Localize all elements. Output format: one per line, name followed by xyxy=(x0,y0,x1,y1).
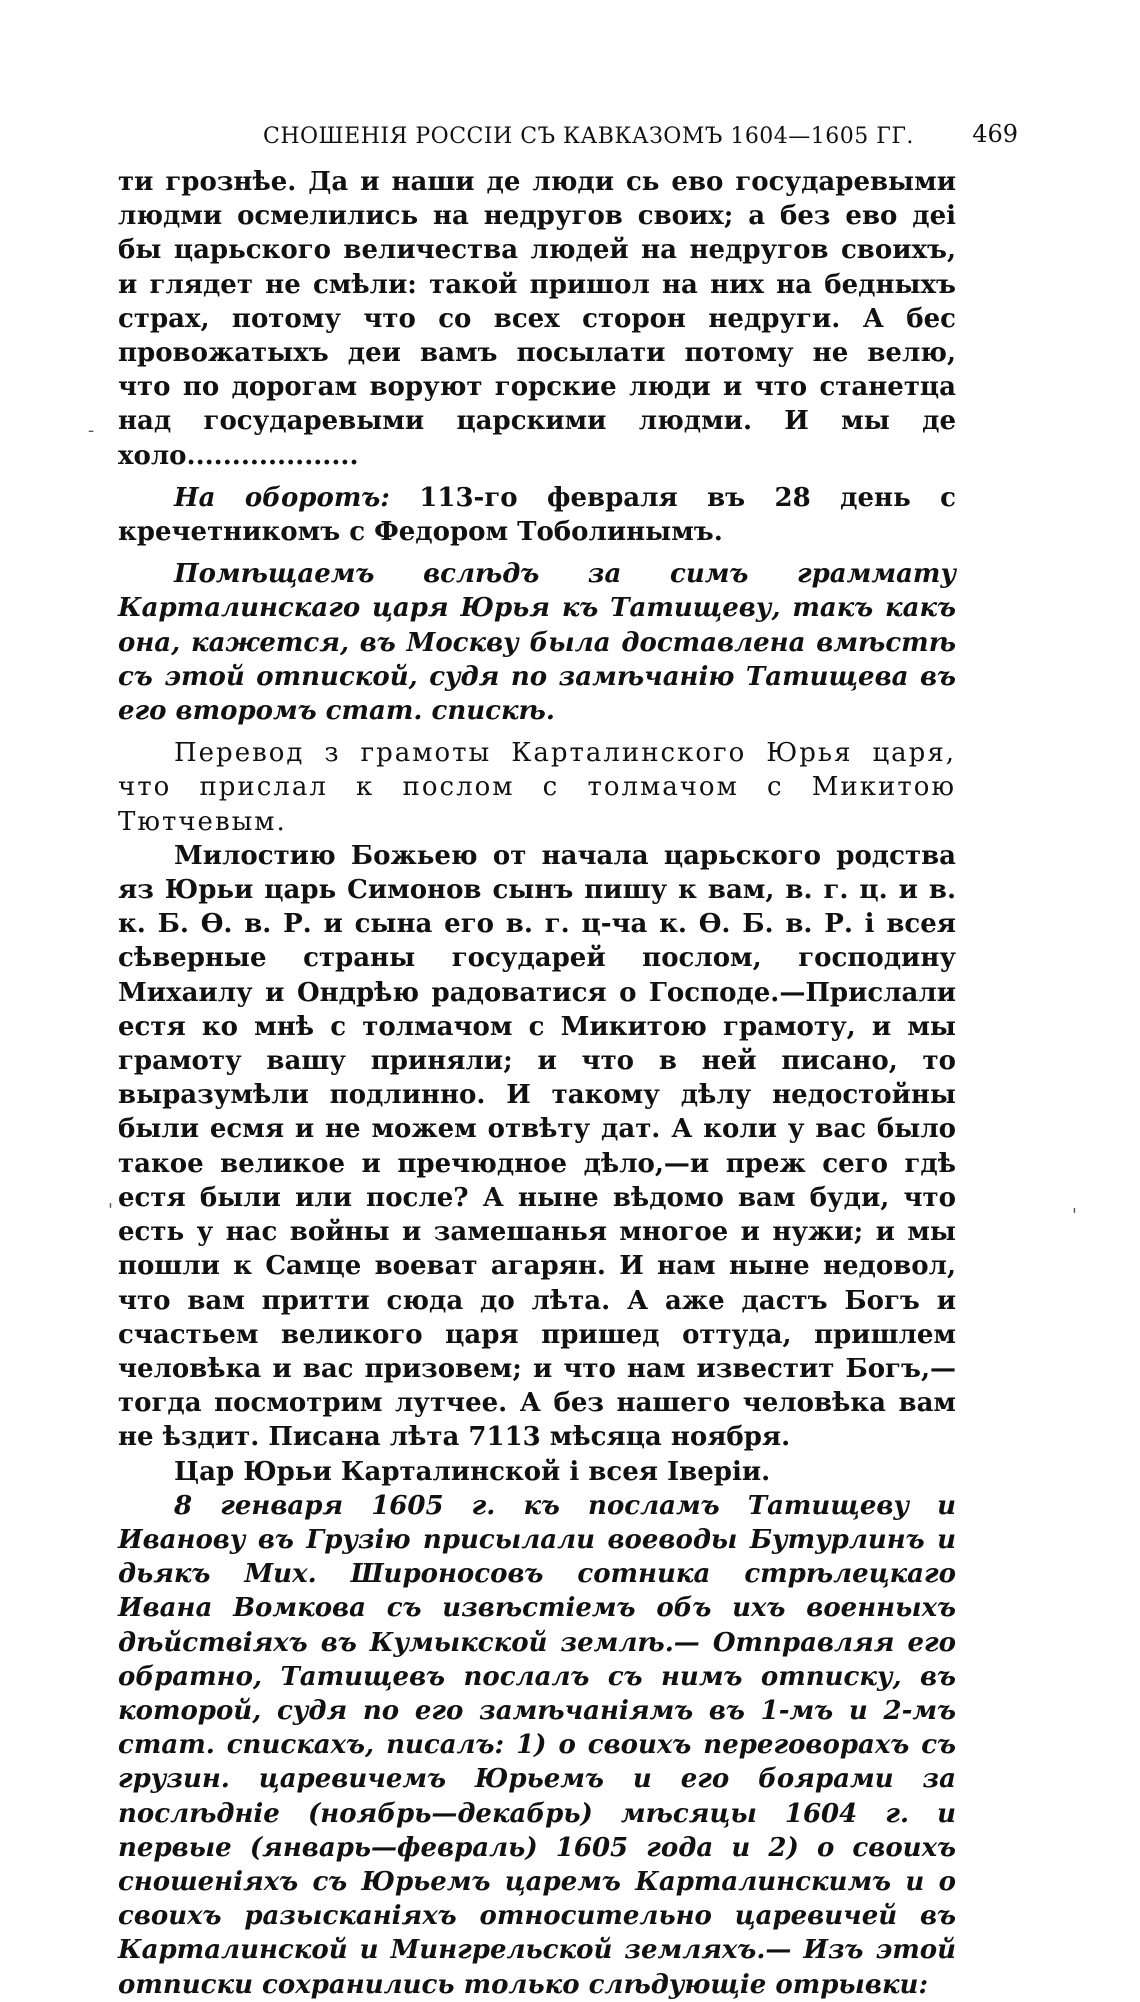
margin-mark: - xyxy=(88,420,95,441)
margin-mark: ' xyxy=(108,1200,113,1221)
paragraph-editor-note: Помѣщаемъ вслѣдъ за симъ граммату Карталинскаго царя Юрья къ Татищеву, такъ какъ она, кажется, въ Москву была доставлена вмѣстѣ съ этой отпиской, судя по замѣчанію Татищева въ его второмъ стат. спискѣ. xyxy=(118,559,956,727)
running-title: СНОШЕНІЯ РОССІИ СЪ КАВКАЗОМЪ 1604—1605 ГГ. xyxy=(263,124,914,149)
page-number: 469 xyxy=(972,120,1018,148)
paragraph-translation-title: Перевод з грамоты Карталинского Юрья царя, что прислал к послом с толмачом с Микитою Тютчевым. xyxy=(118,738,956,837)
paragraph-signature: Цар Юрьи Карталинской і всея Іверіи. xyxy=(174,1456,771,1487)
paragraph-letter-end: ти грознѣе. Да и наши де люди сь ево государевыми людми осмелились на недругов своих; а без ево деі бы царьского величества людей на недругов своихъ, и глядет не смѣли: такой пришол на них на бедныхъ страх, потому что со всех сторон недруги. А бес провожатыхъ деи вамъ посылати потому не велю, что по дорогам воруют горские люди и что станетца над государевыми царскими людми. И мы де холо................... xyxy=(118,167,956,471)
body-text xyxy=(118,165,956,2002)
paragraph-reverse-note xyxy=(118,481,956,549)
paragraph-letter: Милостию Божьею от начала царьского родства яз Юрьи царь Симонов сынъ пишу к вам, в. г. ц. и в. к. Б. Ѳ. в. Р. и сына его в. г. ц-ча к. Ѳ. Б. в. Р. і всея сѣверные страны государей послом, господину Михаилу и Ондрѣю радоватися о Господе.—Прислали естя ко мнѣ с толмачом с Микитою грамоту, и мы грамоту вашу приняли; и что в ней писано, то выразумѣли подлинно. И такому дѣлу недостойны были есмя и не можем отвѣту дат. А коли у вас было такое великое и пречюдное дѣло,—и преж сего гдѣ естя были или после? А ныне вѣдомо вам буди, что есть у нас войны и замешанья многое и нужи; и мы пошли к Самце воеват агарян. И нам ныне недовол, что вам притти сюда до лѣта. А аже дастъ Богъ и счастьем великого царя пришед оттуда, пришлем человѣка и вас призовем; и что нам известит Богъ,—тогда посмотрим лутчее. А без нашего человѣка вам не ѣздит. Писана лѣта 7113 мѣсяца ноября. xyxy=(118,840,956,1453)
reverse-label: На оборотъ: xyxy=(174,482,390,513)
margin-mark: ' xyxy=(1072,1205,1077,1226)
page-header xyxy=(118,118,1018,154)
paragraph-commentary: 8 генваря 1605 г. къ посламъ Татищеву и Иванову въ Грузію присылали воеводы Бутурлинъ и дьякъ Мих. Широносовъ сотника стрѣлецкаго Ивана Вомкова съ извѣстіемъ объ ихъ военныхъ дѣйствіяхъ въ Кумыкской землѣ.— Отправляя его обратно, Татищевъ послалъ съ нимъ отписку, въ которой, судя по его замѣчаніямъ въ 1-мъ и 2-мъ стат. спискахъ, писалъ: 1) о своихъ переговорахъ съ грузин. царевичемъ Юрьемъ и его боярами за послѣдніе (ноябрь—декабрь) мѣсяцы 1604 г. и первые (январь—февраль) 1605 года и 2) о своихъ сношеніяхъ съ Юрьемъ царемъ Карталинскимъ и о своихъ разысканіяхъ относительно царевичей въ Карталинской и Мингрельской земляхъ.— Изъ этой отписки сохранились только слѣдующіе отрывки: xyxy=(118,1490,956,2000)
reverse-text: 113-го февраля въ 28 день с кречетникомъ с Федором Тоболинымъ. xyxy=(118,482,956,548)
